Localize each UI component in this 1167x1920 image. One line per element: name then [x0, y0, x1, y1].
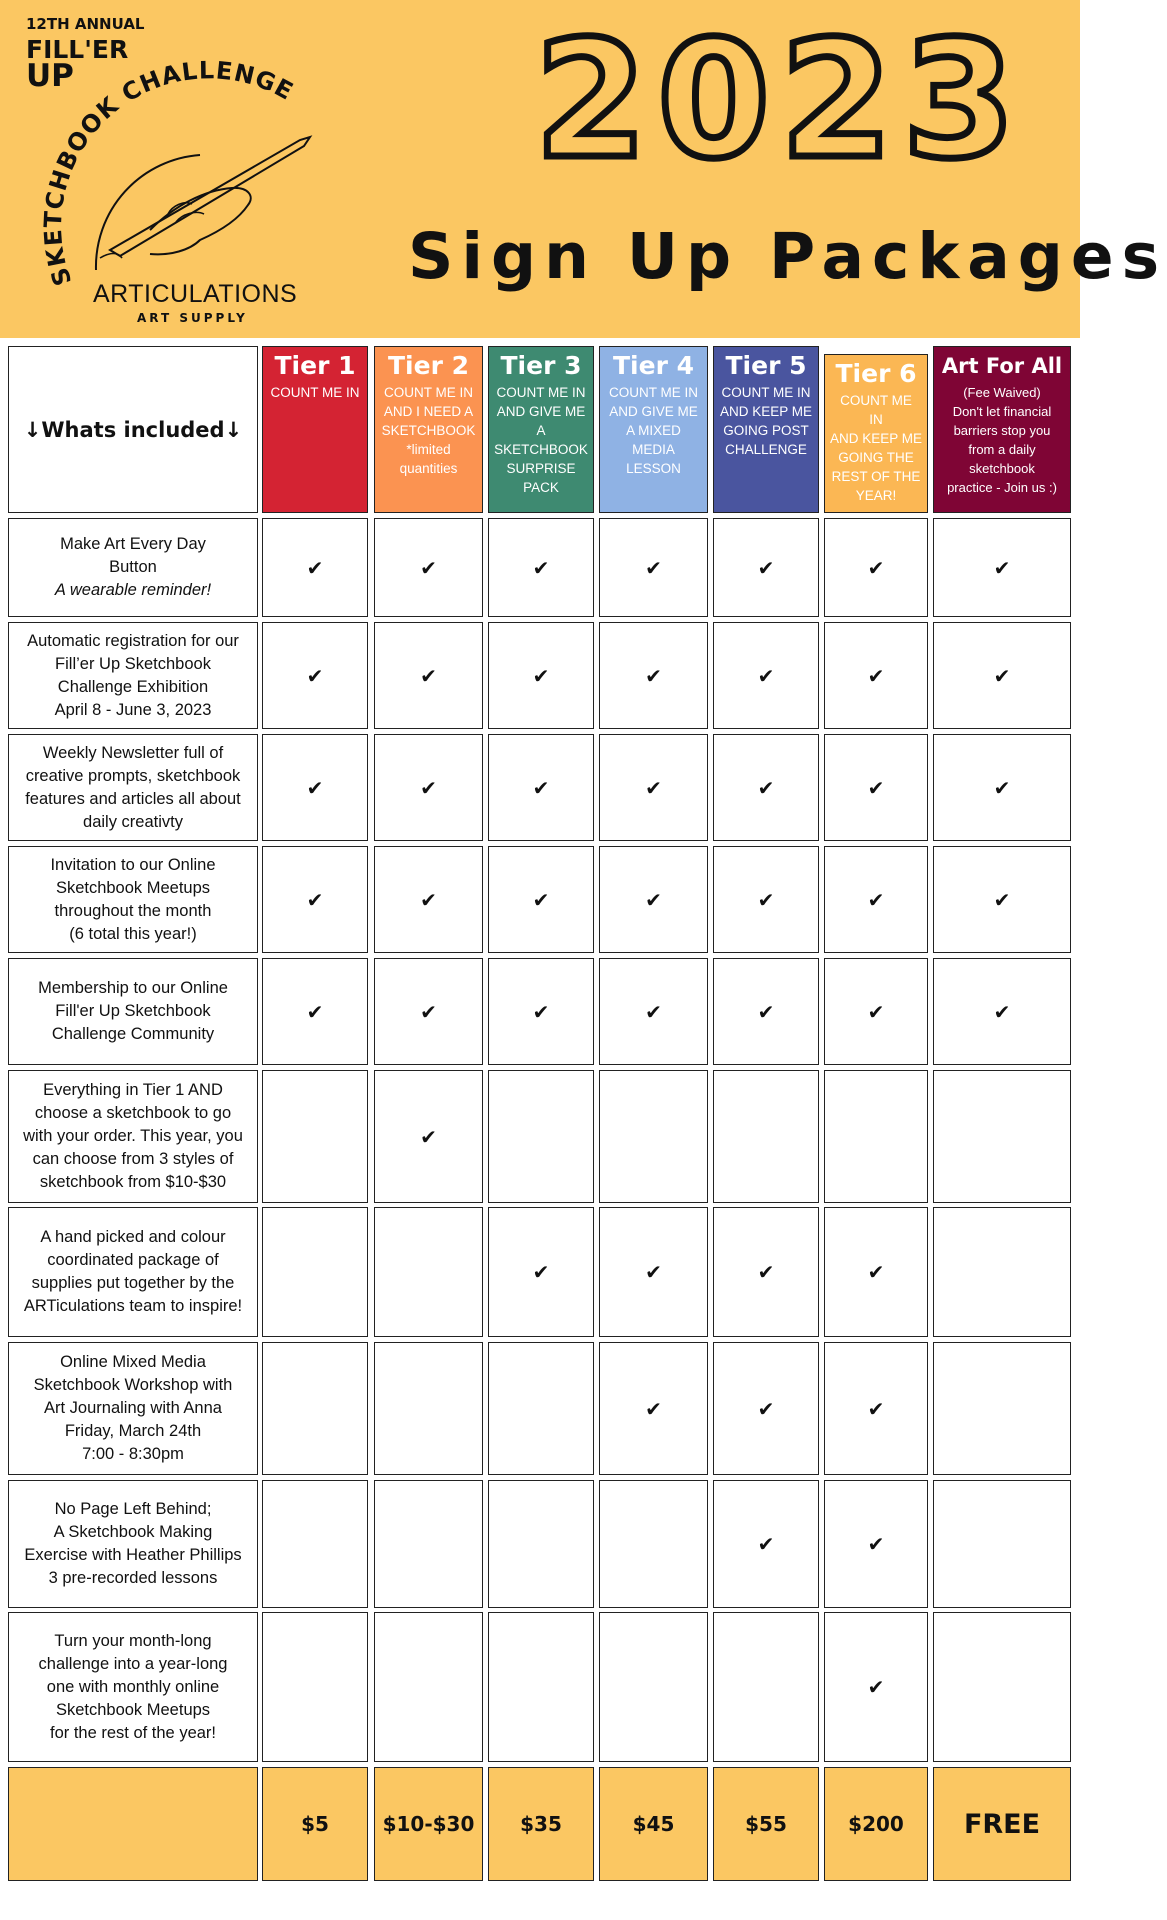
logo-filler-text: FILL'ER	[26, 35, 129, 64]
check-cell	[824, 1612, 928, 1762]
checkmark-icon: ✔	[757, 1260, 775, 1284]
check-cell	[713, 1480, 819, 1608]
check-cell	[933, 1480, 1071, 1608]
checkmark-icon: ✔	[867, 887, 885, 912]
checkmark-icon: ✔	[867, 999, 885, 1024]
checkmark-icon: ✔	[867, 1532, 885, 1556]
check-cell	[713, 1342, 819, 1475]
tier-title: Tier 2	[387, 351, 469, 380]
checkmark-icon: ✔	[532, 1260, 550, 1284]
feature-cell	[8, 734, 258, 841]
check-cell	[824, 518, 928, 617]
check-cell	[262, 1070, 368, 1203]
logo-annual-text: 12TH ANNUAL	[26, 15, 145, 33]
feature-text: Invitation to our Online Sketchbook Meetups throughout the month (6 total this year!)	[50, 855, 216, 943]
checkmark-icon: ✔	[532, 775, 550, 800]
check-cell	[488, 1070, 594, 1203]
check-cell	[599, 622, 708, 729]
tier-title: Tier 6	[835, 359, 917, 388]
feature-cell	[8, 1207, 258, 1337]
checkmark-icon: ✔	[306, 555, 324, 580]
check-cell	[933, 846, 1071, 953]
check-cell	[374, 622, 483, 729]
check-cell	[262, 1342, 368, 1475]
checkmark-icon: ✔	[757, 663, 775, 688]
price-cell: $55	[713, 1767, 819, 1881]
check-cell	[933, 1612, 1071, 1762]
checkmark-icon: ✔	[420, 887, 437, 912]
check-cell	[488, 1207, 594, 1337]
check-cell	[713, 1207, 819, 1337]
checkmark-icon: ✔	[420, 1124, 437, 1149]
checkmark-icon: ✔	[993, 999, 1011, 1024]
checkmark-icon: ✔	[867, 663, 885, 688]
check-cell	[933, 734, 1071, 841]
checkmark-icon: ✔	[993, 663, 1011, 688]
check-cell	[599, 1207, 708, 1337]
checkmark-icon: ✔	[645, 555, 662, 580]
check-cell	[262, 518, 368, 617]
checkmark-icon: ✔	[420, 999, 437, 1024]
tier-header-2	[374, 346, 483, 513]
check-cell	[713, 1070, 819, 1203]
feature-cell	[8, 1070, 258, 1203]
check-cell	[599, 958, 708, 1065]
feature-cell	[8, 958, 258, 1065]
check-cell	[374, 846, 483, 953]
checkmark-icon: ✔	[645, 775, 662, 800]
feature-text: Weekly Newsletter full of creative prompts, sketchbook features and articles all about daily creativty	[25, 743, 241, 831]
checkmark-icon: ✔	[645, 999, 662, 1024]
check-cell	[262, 734, 368, 841]
feature-cell	[8, 1342, 258, 1475]
checkmark-icon: ✔	[645, 1396, 662, 1421]
tier-description: COUNT ME IN AND KEEP ME GOING THE REST OF THE YEAR!	[829, 393, 923, 503]
checkmark-icon: ✔	[757, 999, 775, 1024]
check-cell	[374, 1612, 483, 1762]
checkmark-icon: ✔	[306, 775, 324, 800]
check-cell	[933, 958, 1071, 1065]
tier-description: COUNT ME IN AND I NEED A SKETCHBOOK *limited quantities	[381, 385, 476, 476]
price-cell: $35	[488, 1767, 594, 1881]
check-cell	[488, 958, 594, 1065]
check-cell	[933, 1342, 1071, 1475]
feature-text: Everything in Tier 1 AND choose a sketchbook to go with your order. This year, you can choose from 3 styles of sketchbook from $10-$30	[23, 1081, 243, 1191]
page-title: Sign Up Packages	[408, 220, 1167, 293]
feature-cell	[8, 622, 258, 729]
check-cell	[488, 622, 594, 729]
feature-text: Make Art Every Day Button	[60, 535, 206, 576]
check-cell	[933, 622, 1071, 729]
checkmark-icon: ✔	[757, 1396, 775, 1421]
checkmark-icon: ✔	[306, 887, 324, 912]
tier-header-7	[933, 346, 1071, 513]
check-cell	[374, 1480, 483, 1608]
check-cell	[599, 518, 708, 617]
price-cell: $10-$30	[374, 1767, 483, 1881]
logo-up-text: UP	[26, 58, 74, 94]
check-cell	[374, 734, 483, 841]
checkmark-icon: ✔	[993, 555, 1011, 580]
check-cell	[599, 1480, 708, 1608]
checkmark-icon: ✔	[867, 555, 885, 580]
tier-title: Tier 1	[274, 351, 356, 380]
check-cell	[713, 958, 819, 1065]
checkmark-icon: ✔	[532, 887, 550, 912]
feature-text: Turn your month-long challenge into a year-long one with monthly online Sketchbook Meetups for the rest of the year!	[38, 1631, 228, 1742]
check-cell	[824, 622, 928, 729]
checkmark-icon: ✔	[867, 1675, 885, 1699]
check-cell	[713, 622, 819, 729]
checkmark-icon: ✔	[420, 663, 437, 688]
checkmark-icon: ✔	[757, 1532, 775, 1556]
check-cell	[262, 1207, 368, 1337]
check-cell	[374, 1070, 483, 1203]
check-cell	[713, 1612, 819, 1762]
feature-text: Membership to our Online Fill'er Up Sketchbook Challenge Community	[38, 979, 228, 1043]
tier-header-4	[599, 346, 708, 513]
check-cell	[933, 1207, 1071, 1337]
checkmark-icon: ✔	[420, 775, 437, 800]
checkmark-icon: ✔	[532, 663, 550, 688]
check-cell	[374, 958, 483, 1065]
checkmark-icon: ✔	[645, 663, 662, 688]
tier-title: Tier 5	[725, 351, 807, 380]
check-cell	[262, 846, 368, 953]
tier-description: COUNT ME IN	[270, 385, 360, 400]
whats-included-header: ↓Whats included↓	[8, 346, 258, 513]
check-cell	[713, 518, 819, 617]
price-cell: $5	[262, 1767, 368, 1881]
check-cell	[488, 734, 594, 841]
header-banner	[0, 0, 1167, 338]
check-cell	[262, 1480, 368, 1608]
feature-cell	[8, 518, 258, 617]
check-cell	[374, 1342, 483, 1475]
feature-cell	[8, 1612, 258, 1762]
tier-description: COUNT ME IN AND GIVE ME A SKETCHBOOK SURPRISE PACK	[494, 385, 588, 495]
check-cell	[824, 1070, 928, 1203]
check-cell	[933, 1070, 1071, 1203]
tier-description: COUNT ME IN AND GIVE ME A MIXED MEDIA LESSON	[608, 385, 698, 476]
check-cell	[713, 846, 819, 953]
feature-cell	[8, 846, 258, 953]
price-cell: $45	[599, 1767, 708, 1881]
logo-brand-text: ARTICULATIONS	[93, 280, 298, 308]
check-cell	[824, 1207, 928, 1337]
checkmark-icon: ✔	[306, 663, 324, 688]
tier-description: (Fee Waived) Don't let financial barriers stop you from a daily sketchbook practice - Join us :)	[947, 385, 1057, 495]
tier-header-3	[488, 346, 594, 513]
checkmark-icon: ✔	[532, 555, 550, 580]
checkmark-icon: ✔	[532, 999, 550, 1024]
checkmark-icon: ✔	[867, 1260, 885, 1284]
check-cell	[599, 1612, 708, 1762]
check-cell	[599, 846, 708, 953]
tier-title: Art For All	[941, 354, 1063, 378]
check-cell	[374, 518, 483, 617]
feature-text: A hand picked and colour coordinated package of supplies put together by the ARTiculations team to inspire!	[23, 1228, 243, 1315]
feature-cell	[8, 1480, 258, 1608]
checkmark-icon: ✔	[993, 775, 1011, 800]
check-cell	[488, 1480, 594, 1608]
price-label-cell	[8, 1767, 258, 1881]
checkmark-icon: ✔	[993, 887, 1011, 912]
check-cell	[262, 1612, 368, 1762]
check-cell	[488, 846, 594, 953]
check-cell	[488, 518, 594, 617]
checkmark-icon: ✔	[420, 555, 437, 580]
tier-title: Tier 3	[500, 351, 582, 380]
tier-header-6	[824, 354, 928, 513]
check-cell	[488, 1612, 594, 1762]
check-cell	[713, 734, 819, 841]
feature-text: Automatic registration for our Fill’er Up Sketchbook Challenge Exhibition April 8 - June 3, 2023	[27, 631, 239, 719]
check-cell	[824, 1342, 928, 1475]
checkmark-icon: ✔	[645, 1260, 662, 1284]
check-cell	[824, 734, 928, 841]
price-cell: $200	[824, 1767, 928, 1881]
check-cell	[933, 518, 1071, 617]
checkmark-icon: ✔	[757, 775, 775, 800]
check-cell	[262, 958, 368, 1065]
checkmark-icon: ✔	[757, 555, 775, 580]
checkmark-icon: ✔	[757, 887, 775, 912]
checkmark-icon: ✔	[645, 887, 662, 912]
tier-title: Tier 4	[612, 351, 694, 380]
check-cell	[824, 1480, 928, 1608]
checkmark-icon: ✔	[306, 999, 324, 1024]
checkmark-icon: ✔	[867, 775, 885, 800]
price-cell: FREE	[933, 1767, 1071, 1881]
check-cell	[824, 846, 928, 953]
tier-header-5	[713, 346, 819, 513]
tier-description: COUNT ME IN AND KEEP ME GOING POST CHALLENGE	[719, 385, 813, 457]
logo-brand-sub-text: ART SUPPLY	[137, 311, 248, 325]
feature-text: No Page Left Behind; A Sketchbook Making Exercise with Heather Phillips 3 pre-recorded lessons	[24, 1500, 242, 1587]
check-cell	[824, 958, 928, 1065]
check-cell	[599, 1342, 708, 1475]
feature-note: A wearable reminder!	[54, 581, 212, 599]
check-cell	[488, 1342, 594, 1475]
check-cell	[599, 734, 708, 841]
logo-challenge-text: SKETCHBOOK CHALLENGE	[38, 56, 299, 290]
check-cell	[374, 1207, 483, 1337]
check-cell	[262, 622, 368, 729]
articulations-logo	[0, 0, 330, 330]
year-title: 2023	[534, 7, 1026, 195]
feature-text: Online Mixed Media Sketchbook Workshop with Art Journaling with Anna Friday, March 24th 7:00 - 8:30pm	[33, 1353, 233, 1463]
check-cell	[599, 1070, 708, 1203]
tier-header-1	[262, 346, 368, 513]
checkmark-icon: ✔	[867, 1396, 885, 1421]
